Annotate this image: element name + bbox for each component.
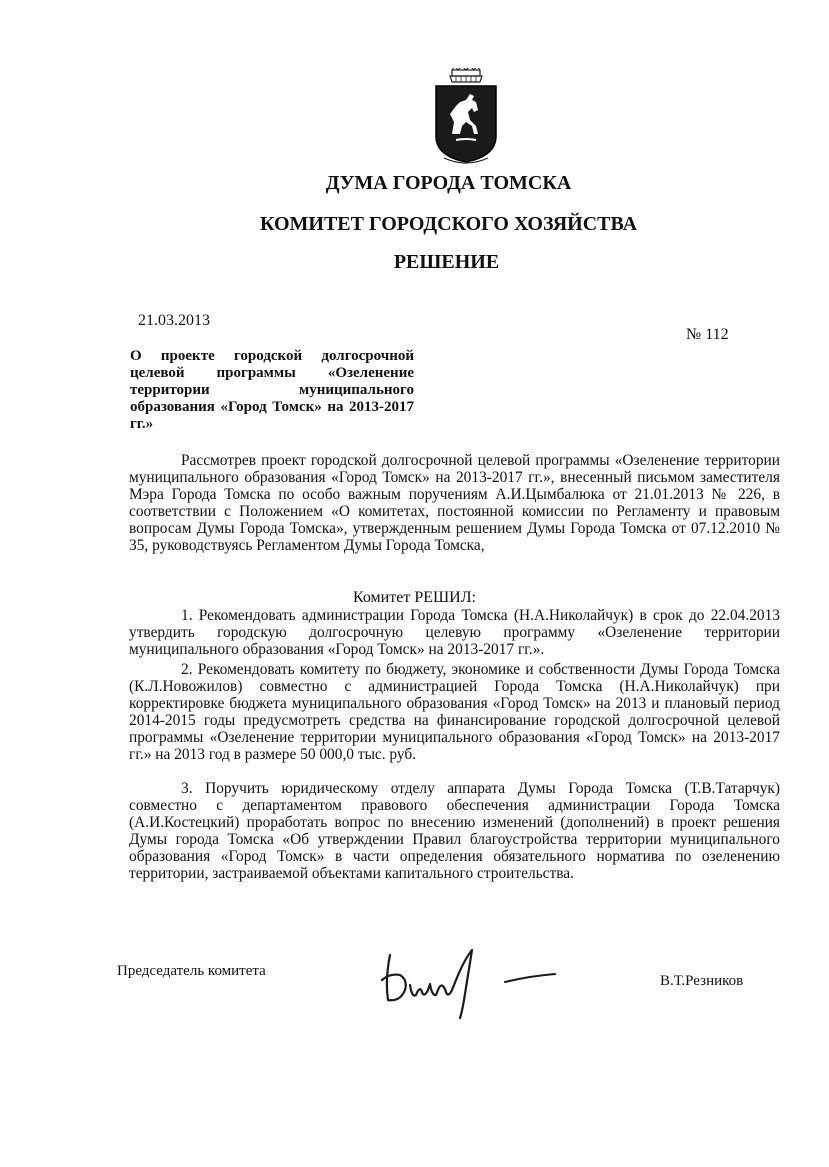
signatory-name: В.Т.Резников (660, 973, 744, 989)
decision-heading: Комитет РЕШИЛ: (352, 589, 476, 606)
signatory-position: Председатель комитета (117, 963, 266, 979)
document-number: № 112 (686, 326, 729, 343)
tomsk-coat-of-arms-icon (430, 68, 502, 168)
handwritten-signature-icon (360, 940, 570, 1020)
organization-title: ДУМА ГОРОДА ТОМСКА (325, 172, 572, 194)
document-type-title: РЕШЕНИЕ (393, 251, 500, 273)
decision-item: 3. Поручить юридическому отделу аппарата Думы Города Томска (Т.В.Татарчук) совместно с департаментом правового обеспечения администрации Города Томска (А.И.Костецкий) проработать вопрос по внесению изменений (дополнений) в проект решения Думы города Томска «Об утверждении Правил благоустройства территории муниципального образования «Город Томск» в части определения обязательного норматива по озеленению территории, застраиваемой объектами капитального строительства. (129, 780, 780, 882)
document-subject: О проекте городской долгосрочной целевой программы «Озеленение территории муниципального образования «Город Томск» на 2013-2017 гг.» (130, 348, 414, 432)
committee-title: КОМИТЕТ ГОРОДСКОГО ХОЗЯЙСТВА (259, 213, 638, 235)
decision-item: 1. Рекомендовать администрации Города Томска (Н.А.Николайчук) в срок до 22.04.2013 утвердить городскую долгосрочную целевую программу «Озеленение территории муниципального образования «Город Томск» на 2013-2017 гг.». (129, 607, 780, 658)
decision-item: 2. Рекомендовать комитету по бюджету, экономике и собственности Думы Города Томска (К.Л.Новожилов) совместно с администрацией Города Томска (Н.А.Николайчук) при корректировке бюджета муниципального образования «Город Томск» на 2013 и плановый период 2014-2015 годы предусмотреть средства на финансирование городской долгосрочной целевой программы «Озеленение территории муниципального образования «Город Томск» на 2013-2017 гг.» на 2013 год в размере 50 000,0 тыс. руб. (129, 661, 780, 763)
preamble-paragraph: Рассмотрев проект городской долгосрочной целевой программы «Озеленение территории муниципального образования «Город Томск» на 2013-2017 гг.», внесенный письмом заместителя Мэра Города Томска по особо важным поручениям А.И.Цымбалюка от 21.01.2013 № 226, в соответствии с Положением «О комитетах, постоянной комиссии по Регламенту и правовым вопросам Думы Города Томска», утвержденным решением Думы Города Томска от 07.12.2010 № 35, руководствуясь Регламентом Думы Города Томска, (129, 452, 780, 554)
document-date: 21.03.2013 (138, 312, 210, 329)
